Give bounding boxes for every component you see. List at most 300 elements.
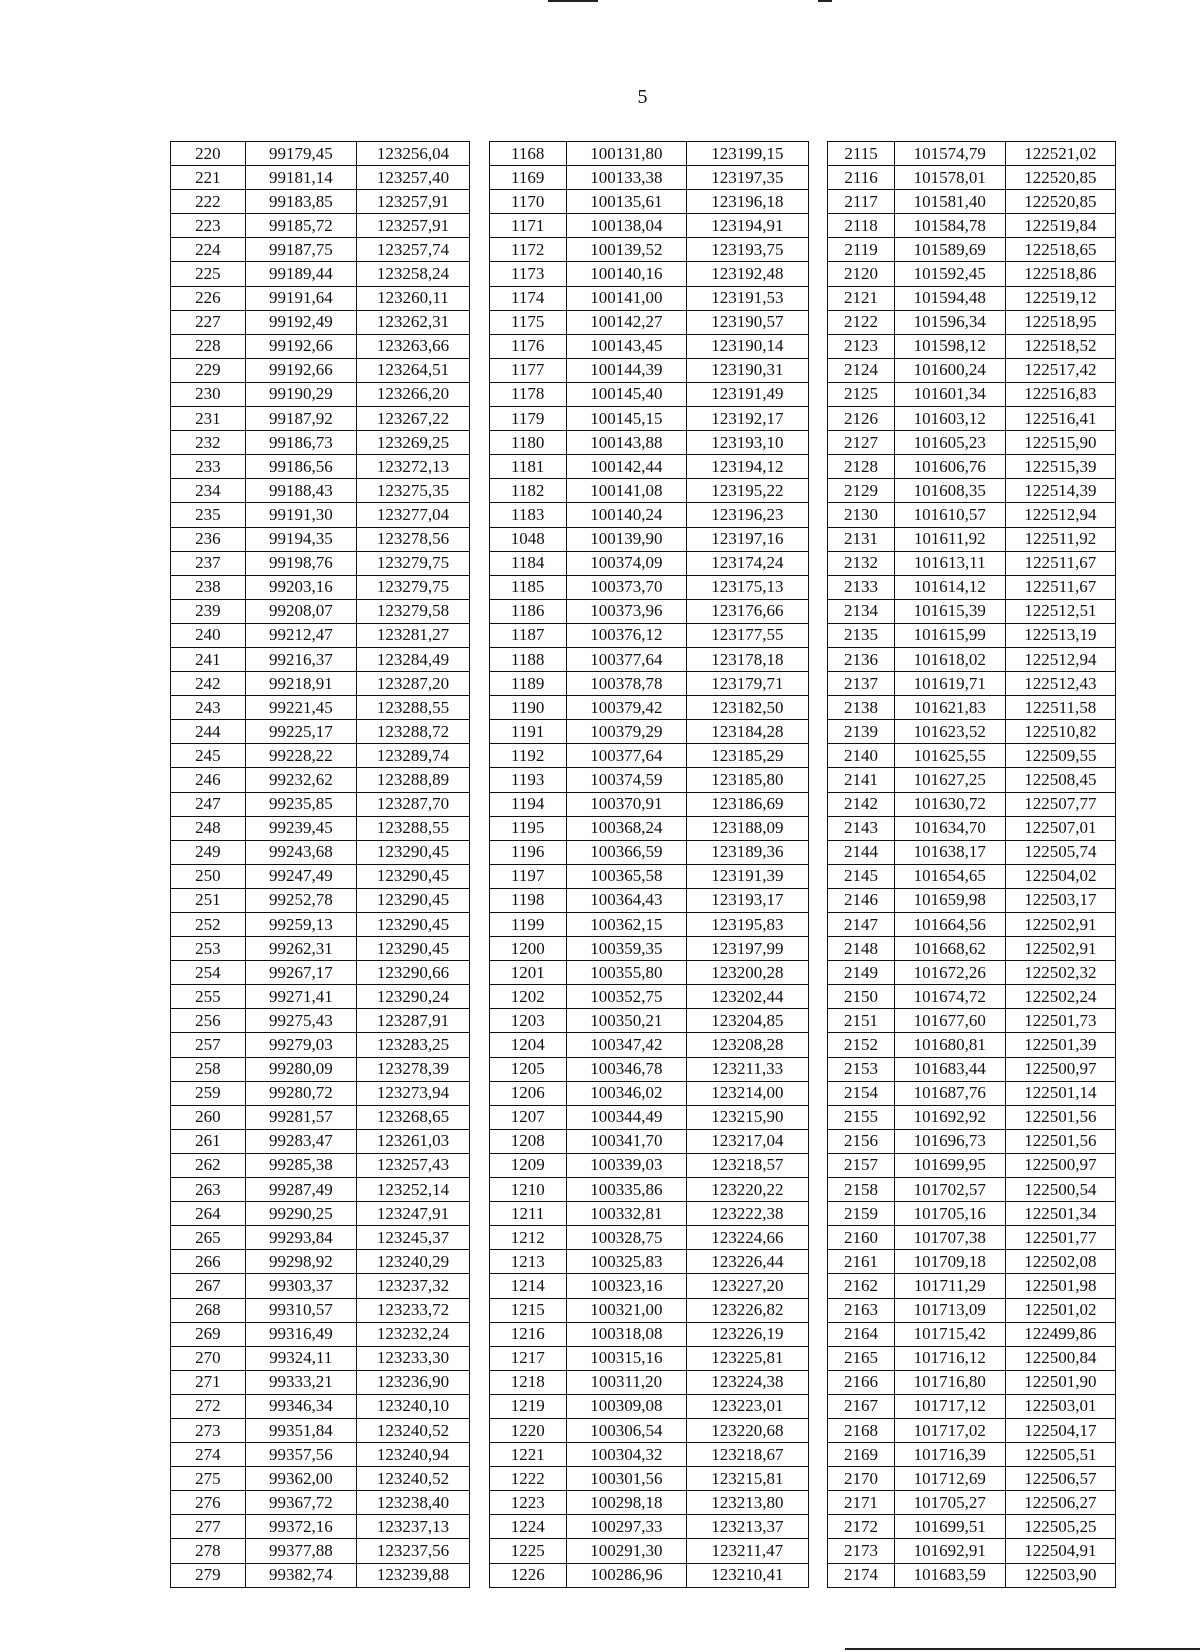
point-number-cell: 1173 (489, 262, 566, 286)
x-coordinate-cell: 100143,45 (566, 334, 686, 358)
y-coordinate-cell: 122500,97 (1005, 1057, 1115, 1081)
x-coordinate-cell: 100141,08 (566, 479, 686, 503)
group-spacer (470, 1298, 490, 1322)
y-coordinate-cell: 123188,09 (687, 816, 809, 840)
group-spacer (470, 937, 490, 961)
y-coordinate-cell: 123289,74 (356, 744, 469, 768)
group-spacer (808, 1370, 828, 1394)
table-row (171, 1370, 1116, 1394)
point-number-cell: 2121 (828, 286, 894, 310)
y-coordinate-cell: 123226,82 (687, 1298, 809, 1322)
group-spacer (470, 768, 490, 792)
point-number-cell: 2147 (828, 913, 894, 937)
x-coordinate-cell: 101615,39 (894, 599, 1005, 623)
x-coordinate-cell: 101709,18 (894, 1250, 1005, 1274)
y-coordinate-cell: 122501,73 (1005, 1009, 1115, 1033)
point-number-cell: 2154 (828, 1081, 894, 1105)
x-coordinate-cell: 101699,51 (894, 1515, 1005, 1539)
y-coordinate-cell: 123278,39 (356, 1057, 469, 1081)
table-row (171, 142, 1116, 166)
x-coordinate-cell: 101683,59 (894, 1563, 1005, 1587)
table-row (171, 166, 1116, 190)
point-number-cell: 2129 (828, 479, 894, 503)
point-number-cell: 250 (171, 864, 246, 888)
point-number-cell: 2158 (828, 1178, 894, 1202)
point-number-cell: 1210 (489, 1178, 566, 1202)
y-coordinate-cell: 123202,44 (687, 985, 809, 1009)
x-coordinate-cell: 101696,73 (894, 1129, 1005, 1153)
group-spacer (470, 1129, 490, 1153)
point-number-cell: 2137 (828, 672, 894, 696)
point-number-cell: 1219 (489, 1394, 566, 1418)
y-coordinate-cell: 123218,57 (687, 1153, 809, 1177)
point-number-cell: 2165 (828, 1346, 894, 1370)
y-coordinate-cell: 122501,56 (1005, 1105, 1115, 1129)
x-coordinate-cell: 101659,98 (894, 888, 1005, 912)
group-spacer (470, 1418, 490, 1442)
y-coordinate-cell: 122511,67 (1005, 551, 1115, 575)
x-coordinate-cell: 100140,24 (566, 503, 686, 527)
x-coordinate-cell: 100373,70 (566, 575, 686, 599)
point-number-cell: 2171 (828, 1491, 894, 1515)
x-coordinate-cell: 101619,71 (894, 672, 1005, 696)
x-coordinate-cell: 100139,90 (566, 527, 686, 551)
group-spacer (470, 1226, 490, 1250)
y-coordinate-cell: 123284,49 (356, 647, 469, 671)
point-number-cell: 1184 (489, 551, 566, 575)
table-row (171, 768, 1116, 792)
group-spacer (470, 166, 490, 190)
point-number-cell: 2173 (828, 1539, 894, 1563)
y-coordinate-cell: 123283,25 (356, 1033, 469, 1057)
point-number-cell: 1202 (489, 985, 566, 1009)
point-number-cell: 1178 (489, 382, 566, 406)
y-coordinate-cell: 123193,10 (687, 431, 809, 455)
table-row (171, 1226, 1116, 1250)
group-spacer (808, 1178, 828, 1202)
top-scan-artifact-small (818, 0, 832, 2)
x-coordinate-cell: 101614,12 (894, 575, 1005, 599)
x-coordinate-cell: 100301,56 (566, 1467, 686, 1491)
table-row (171, 792, 1116, 816)
x-coordinate-cell: 99198,76 (245, 551, 356, 575)
y-coordinate-cell: 122500,84 (1005, 1346, 1115, 1370)
x-coordinate-cell: 101574,79 (894, 142, 1005, 166)
y-coordinate-cell: 123237,56 (356, 1539, 469, 1563)
x-coordinate-cell: 101711,29 (894, 1274, 1005, 1298)
group-spacer (808, 720, 828, 744)
group-spacer (470, 623, 490, 647)
y-coordinate-cell: 123233,30 (356, 1346, 469, 1370)
y-coordinate-cell: 122519,84 (1005, 214, 1115, 238)
group-spacer (808, 696, 828, 720)
y-coordinate-cell: 123279,58 (356, 599, 469, 623)
group-spacer (470, 816, 490, 840)
x-coordinate-cell: 101592,45 (894, 262, 1005, 286)
group-spacer (470, 455, 490, 479)
x-coordinate-cell: 101638,17 (894, 840, 1005, 864)
y-coordinate-cell: 123290,45 (356, 840, 469, 864)
x-coordinate-cell: 99357,56 (245, 1443, 356, 1467)
point-number-cell: 1209 (489, 1153, 566, 1177)
y-coordinate-cell: 122520,85 (1005, 166, 1115, 190)
group-spacer (808, 816, 828, 840)
x-coordinate-cell: 99247,49 (245, 864, 356, 888)
table-row (171, 238, 1116, 262)
x-coordinate-cell: 99298,92 (245, 1250, 356, 1274)
group-spacer (470, 262, 490, 286)
y-coordinate-cell: 122511,92 (1005, 527, 1115, 551)
top-scan-artifact (548, 0, 598, 2)
x-coordinate-cell: 99188,43 (245, 479, 356, 503)
point-number-cell: 2139 (828, 720, 894, 744)
x-coordinate-cell: 99280,72 (245, 1081, 356, 1105)
x-coordinate-cell: 101716,12 (894, 1346, 1005, 1370)
point-number-cell: 2141 (828, 768, 894, 792)
group-spacer (470, 551, 490, 575)
group-spacer (470, 1153, 490, 1177)
point-number-cell: 2161 (828, 1250, 894, 1274)
y-coordinate-cell: 123185,29 (687, 744, 809, 768)
y-coordinate-cell: 122508,45 (1005, 768, 1115, 792)
group-spacer (808, 310, 828, 334)
y-coordinate-cell: 123278,56 (356, 527, 469, 551)
group-spacer (470, 1105, 490, 1129)
y-coordinate-cell: 123224,38 (687, 1370, 809, 1394)
group-spacer (808, 166, 828, 190)
point-number-cell: 1225 (489, 1539, 566, 1563)
x-coordinate-cell: 101683,44 (894, 1057, 1005, 1081)
table-row (171, 286, 1116, 310)
point-number-cell: 2162 (828, 1274, 894, 1298)
x-coordinate-cell: 100341,70 (566, 1129, 686, 1153)
y-coordinate-cell: 123196,18 (687, 190, 809, 214)
group-spacer (470, 888, 490, 912)
y-coordinate-cell: 123192,17 (687, 407, 809, 431)
point-number-cell: 272 (171, 1394, 246, 1418)
x-coordinate-cell: 101581,40 (894, 190, 1005, 214)
y-coordinate-cell: 122506,57 (1005, 1467, 1115, 1491)
point-number-cell: 1048 (489, 527, 566, 551)
point-number-cell: 2146 (828, 888, 894, 912)
x-coordinate-cell: 99271,41 (245, 985, 356, 1009)
point-number-cell: 268 (171, 1298, 246, 1322)
y-coordinate-cell: 123182,50 (687, 696, 809, 720)
point-number-cell: 278 (171, 1539, 246, 1563)
y-coordinate-cell: 123290,45 (356, 864, 469, 888)
x-coordinate-cell: 99218,91 (245, 672, 356, 696)
group-spacer (470, 792, 490, 816)
point-number-cell: 244 (171, 720, 246, 744)
x-coordinate-cell: 100145,15 (566, 407, 686, 431)
x-coordinate-cell: 99183,85 (245, 190, 356, 214)
point-number-cell: 2148 (828, 937, 894, 961)
x-coordinate-cell: 99185,72 (245, 214, 356, 238)
y-coordinate-cell: 122501,98 (1005, 1274, 1115, 1298)
point-number-cell: 2127 (828, 431, 894, 455)
x-coordinate-cell: 100335,86 (566, 1178, 686, 1202)
table-row (171, 985, 1116, 1009)
group-spacer (808, 1202, 828, 1226)
y-coordinate-cell: 122501,56 (1005, 1129, 1115, 1153)
point-number-cell: 263 (171, 1178, 246, 1202)
y-coordinate-cell: 122502,32 (1005, 961, 1115, 985)
y-coordinate-cell: 123222,38 (687, 1202, 809, 1226)
y-coordinate-cell: 123240,52 (356, 1418, 469, 1442)
point-number-cell: 247 (171, 792, 246, 816)
x-coordinate-cell: 101601,34 (894, 382, 1005, 406)
y-coordinate-cell: 123192,48 (687, 262, 809, 286)
group-spacer (470, 961, 490, 985)
x-coordinate-cell: 101606,76 (894, 455, 1005, 479)
point-number-cell: 1174 (489, 286, 566, 310)
x-coordinate-cell: 99333,21 (245, 1370, 356, 1394)
y-coordinate-cell: 122517,42 (1005, 358, 1115, 382)
group-spacer (470, 1057, 490, 1081)
x-coordinate-cell: 101716,80 (894, 1370, 1005, 1394)
group-spacer (470, 1563, 490, 1587)
y-coordinate-cell: 123177,55 (687, 623, 809, 647)
x-coordinate-cell: 99187,92 (245, 407, 356, 431)
x-coordinate-cell: 101715,42 (894, 1322, 1005, 1346)
point-number-cell: 2118 (828, 214, 894, 238)
y-coordinate-cell: 123290,24 (356, 985, 469, 1009)
y-coordinate-cell: 122509,55 (1005, 744, 1115, 768)
x-coordinate-cell: 101654,65 (894, 864, 1005, 888)
y-coordinate-cell: 122511,67 (1005, 575, 1115, 599)
point-number-cell: 1185 (489, 575, 566, 599)
point-number-cell: 2140 (828, 744, 894, 768)
y-coordinate-cell: 122503,01 (1005, 1394, 1115, 1418)
group-spacer (808, 768, 828, 792)
y-coordinate-cell: 123175,13 (687, 575, 809, 599)
table-row (171, 888, 1116, 912)
point-number-cell: 1203 (489, 1009, 566, 1033)
group-spacer (470, 286, 490, 310)
group-spacer (808, 1226, 828, 1250)
group-spacer (470, 1370, 490, 1394)
point-number-cell: 1224 (489, 1515, 566, 1539)
y-coordinate-cell: 123287,70 (356, 792, 469, 816)
table-row (171, 455, 1116, 479)
table-row (171, 744, 1116, 768)
point-number-cell: 2134 (828, 599, 894, 623)
group-spacer (808, 1515, 828, 1539)
y-coordinate-cell: 123197,16 (687, 527, 809, 551)
table-row (171, 1009, 1116, 1033)
x-coordinate-cell: 100144,39 (566, 358, 686, 382)
x-coordinate-cell: 101702,57 (894, 1178, 1005, 1202)
table-row (171, 310, 1116, 334)
point-number-cell: 2169 (828, 1443, 894, 1467)
y-coordinate-cell: 123220,68 (687, 1418, 809, 1442)
y-coordinate-cell: 123279,75 (356, 551, 469, 575)
x-coordinate-cell: 100377,64 (566, 744, 686, 768)
group-spacer (470, 1346, 490, 1370)
y-coordinate-cell: 123260,11 (356, 286, 469, 310)
group-spacer (470, 1394, 490, 1418)
group-spacer (808, 864, 828, 888)
point-number-cell: 274 (171, 1443, 246, 1467)
group-spacer (808, 1563, 828, 1587)
y-coordinate-cell: 122501,77 (1005, 1226, 1115, 1250)
point-number-cell: 276 (171, 1491, 246, 1515)
y-coordinate-cell: 122505,51 (1005, 1443, 1115, 1467)
y-coordinate-cell: 123257,91 (356, 214, 469, 238)
point-number-cell: 1180 (489, 431, 566, 455)
point-number-cell: 225 (171, 262, 246, 286)
y-coordinate-cell: 122499,86 (1005, 1322, 1115, 1346)
y-coordinate-cell: 123240,10 (356, 1394, 469, 1418)
point-number-cell: 2133 (828, 575, 894, 599)
x-coordinate-cell: 100323,16 (566, 1274, 686, 1298)
x-coordinate-cell: 101717,02 (894, 1418, 1005, 1442)
point-number-cell: 2145 (828, 864, 894, 888)
group-spacer (808, 623, 828, 647)
point-number-cell: 1217 (489, 1346, 566, 1370)
y-coordinate-cell: 123190,31 (687, 358, 809, 382)
x-coordinate-cell: 101589,69 (894, 238, 1005, 262)
group-spacer (470, 1539, 490, 1563)
table-row (171, 382, 1116, 406)
group-spacer (808, 407, 828, 431)
y-coordinate-cell: 123194,91 (687, 214, 809, 238)
y-coordinate-cell: 122516,83 (1005, 382, 1115, 406)
table-row (171, 647, 1116, 671)
x-coordinate-cell: 100142,27 (566, 310, 686, 334)
x-coordinate-cell: 99225,17 (245, 720, 356, 744)
point-number-cell: 1194 (489, 792, 566, 816)
point-number-cell: 248 (171, 816, 246, 840)
group-spacer (808, 190, 828, 214)
point-number-cell: 2149 (828, 961, 894, 985)
table-row (171, 1418, 1116, 1442)
y-coordinate-cell: 123194,12 (687, 455, 809, 479)
bottom-scan-artifact (845, 1648, 1200, 1650)
group-spacer (808, 913, 828, 937)
point-number-cell: 1216 (489, 1322, 566, 1346)
point-number-cell: 223 (171, 214, 246, 238)
x-coordinate-cell: 99192,66 (245, 358, 356, 382)
x-coordinate-cell: 101630,72 (894, 792, 1005, 816)
point-number-cell: 1191 (489, 720, 566, 744)
point-number-cell: 1212 (489, 1226, 566, 1250)
point-number-cell: 2164 (828, 1322, 894, 1346)
group-spacer (470, 382, 490, 406)
table-row (171, 937, 1116, 961)
y-coordinate-cell: 123256,04 (356, 142, 469, 166)
point-number-cell: 260 (171, 1105, 246, 1129)
x-coordinate-cell: 99293,84 (245, 1226, 356, 1250)
group-spacer (470, 647, 490, 671)
x-coordinate-cell: 99192,66 (245, 334, 356, 358)
point-number-cell: 266 (171, 1250, 246, 1274)
x-coordinate-cell: 99324,11 (245, 1346, 356, 1370)
y-coordinate-cell: 123240,29 (356, 1250, 469, 1274)
y-coordinate-cell: 123185,80 (687, 768, 809, 792)
y-coordinate-cell: 123269,25 (356, 431, 469, 455)
group-spacer (808, 1129, 828, 1153)
group-spacer (808, 1009, 828, 1033)
coordinate-table (170, 141, 1116, 1588)
y-coordinate-cell: 122513,19 (1005, 623, 1115, 647)
x-coordinate-cell: 100315,16 (566, 1346, 686, 1370)
x-coordinate-cell: 100135,61 (566, 190, 686, 214)
table-row (171, 1129, 1116, 1153)
group-spacer (808, 647, 828, 671)
y-coordinate-cell: 122520,85 (1005, 190, 1115, 214)
table-row (171, 864, 1116, 888)
y-coordinate-cell: 123225,81 (687, 1346, 809, 1370)
point-number-cell: 2136 (828, 647, 894, 671)
group-spacer (808, 479, 828, 503)
x-coordinate-cell: 101699,95 (894, 1153, 1005, 1177)
x-coordinate-cell: 99186,73 (245, 431, 356, 455)
point-number-cell: 2117 (828, 190, 894, 214)
x-coordinate-cell: 99372,16 (245, 1515, 356, 1539)
x-coordinate-cell: 100143,88 (566, 431, 686, 455)
x-coordinate-cell: 100311,20 (566, 1370, 686, 1394)
point-number-cell: 2124 (828, 358, 894, 382)
y-coordinate-cell: 122500,54 (1005, 1178, 1115, 1202)
group-spacer (808, 792, 828, 816)
x-coordinate-cell: 100359,35 (566, 937, 686, 961)
point-number-cell: 2131 (828, 527, 894, 551)
point-number-cell: 1198 (489, 888, 566, 912)
y-coordinate-cell: 123191,39 (687, 864, 809, 888)
x-coordinate-cell: 101712,69 (894, 1467, 1005, 1491)
y-coordinate-cell: 122507,01 (1005, 816, 1115, 840)
group-spacer (808, 286, 828, 310)
point-number-cell: 227 (171, 310, 246, 334)
x-coordinate-cell: 99275,43 (245, 1009, 356, 1033)
y-coordinate-cell: 122504,17 (1005, 1418, 1115, 1442)
y-coordinate-cell: 123232,24 (356, 1322, 469, 1346)
point-number-cell: 234 (171, 479, 246, 503)
table-row (171, 1202, 1116, 1226)
x-coordinate-cell: 99181,14 (245, 166, 356, 190)
group-spacer (470, 190, 490, 214)
table-row (171, 1153, 1116, 1177)
point-number-cell: 271 (171, 1370, 246, 1394)
table-row (171, 1394, 1116, 1418)
group-spacer (470, 1178, 490, 1202)
point-number-cell: 1193 (489, 768, 566, 792)
group-spacer (808, 1491, 828, 1515)
table-row (171, 840, 1116, 864)
y-coordinate-cell: 122512,94 (1005, 503, 1115, 527)
y-coordinate-cell: 123213,80 (687, 1491, 809, 1515)
table-row (171, 1105, 1116, 1129)
x-coordinate-cell: 100365,58 (566, 864, 686, 888)
y-coordinate-cell: 123267,22 (356, 407, 469, 431)
point-number-cell: 228 (171, 334, 246, 358)
y-coordinate-cell: 122518,95 (1005, 310, 1115, 334)
y-coordinate-cell: 123190,57 (687, 310, 809, 334)
y-coordinate-cell: 123178,18 (687, 647, 809, 671)
y-coordinate-cell: 123224,66 (687, 1226, 809, 1250)
y-coordinate-cell: 123197,35 (687, 166, 809, 190)
point-number-cell: 1208 (489, 1129, 566, 1153)
x-coordinate-cell: 101600,24 (894, 358, 1005, 382)
x-coordinate-cell: 101687,76 (894, 1081, 1005, 1105)
x-coordinate-cell: 99212,47 (245, 623, 356, 647)
group-spacer (808, 599, 828, 623)
x-coordinate-cell: 99232,62 (245, 768, 356, 792)
table-row (171, 816, 1116, 840)
x-coordinate-cell: 101621,83 (894, 696, 1005, 720)
point-number-cell: 2135 (828, 623, 894, 647)
